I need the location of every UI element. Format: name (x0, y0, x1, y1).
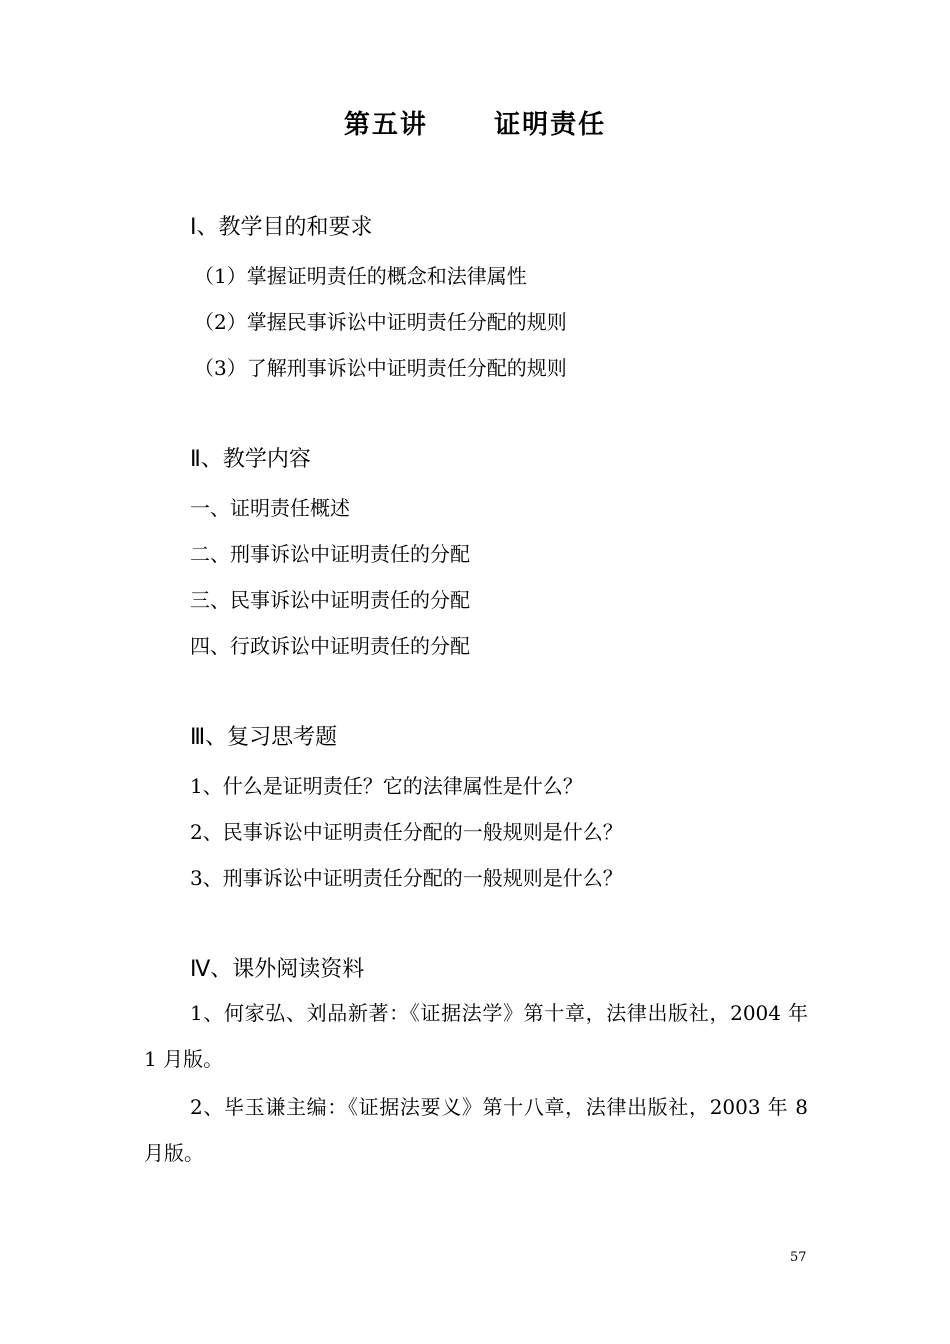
objective-item: （1）掌握证明责任的概念和法律属性 (194, 264, 527, 288)
section-heading-review-questions: Ⅲ、复习思考题 (190, 725, 338, 750)
objective-item: （2）掌握民事诉讼中证明责任分配的规则 (194, 310, 567, 334)
reading-item: 1、何家弘、刘品新著：《证据法学》第十章，法律出版社，2004 年 1 月版。 (144, 1001, 808, 1071)
content-item: 二、刑事诉讼中证明责任的分配 (190, 542, 470, 566)
content-item: 一、证明责任概述 (190, 496, 350, 520)
question-item: 2、民事诉讼中证明责任分配的一般规则是什么？ (190, 820, 623, 844)
section-heading-content: Ⅱ、教学内容 (190, 447, 311, 472)
section-heading-reading: Ⅳ、课外阅读资料 (190, 957, 365, 982)
question-item: 3、刑事诉讼中证明责任分配的一般规则是什么？ (190, 866, 623, 890)
section-heading-objectives: Ⅰ、教学目的和要求 (190, 215, 373, 240)
objective-item: （3）了解刑事诉讼中证明责任分配的规则 (194, 356, 567, 380)
content-item: 四、行政诉讼中证明责任的分配 (190, 634, 470, 658)
reading-item: 2、毕玉谦主编：《证据法要义》第十八章，法律出版社，2003 年 8 月版。 (144, 1095, 808, 1165)
page-title: 第五讲 证明责任 (343, 110, 607, 140)
content-item: 三、民事诉讼中证明责任的分配 (190, 588, 470, 612)
page-number: 57 (790, 1250, 807, 1265)
question-item: 1、什么是证明责任？它的法律属性是什么？ (190, 774, 583, 798)
